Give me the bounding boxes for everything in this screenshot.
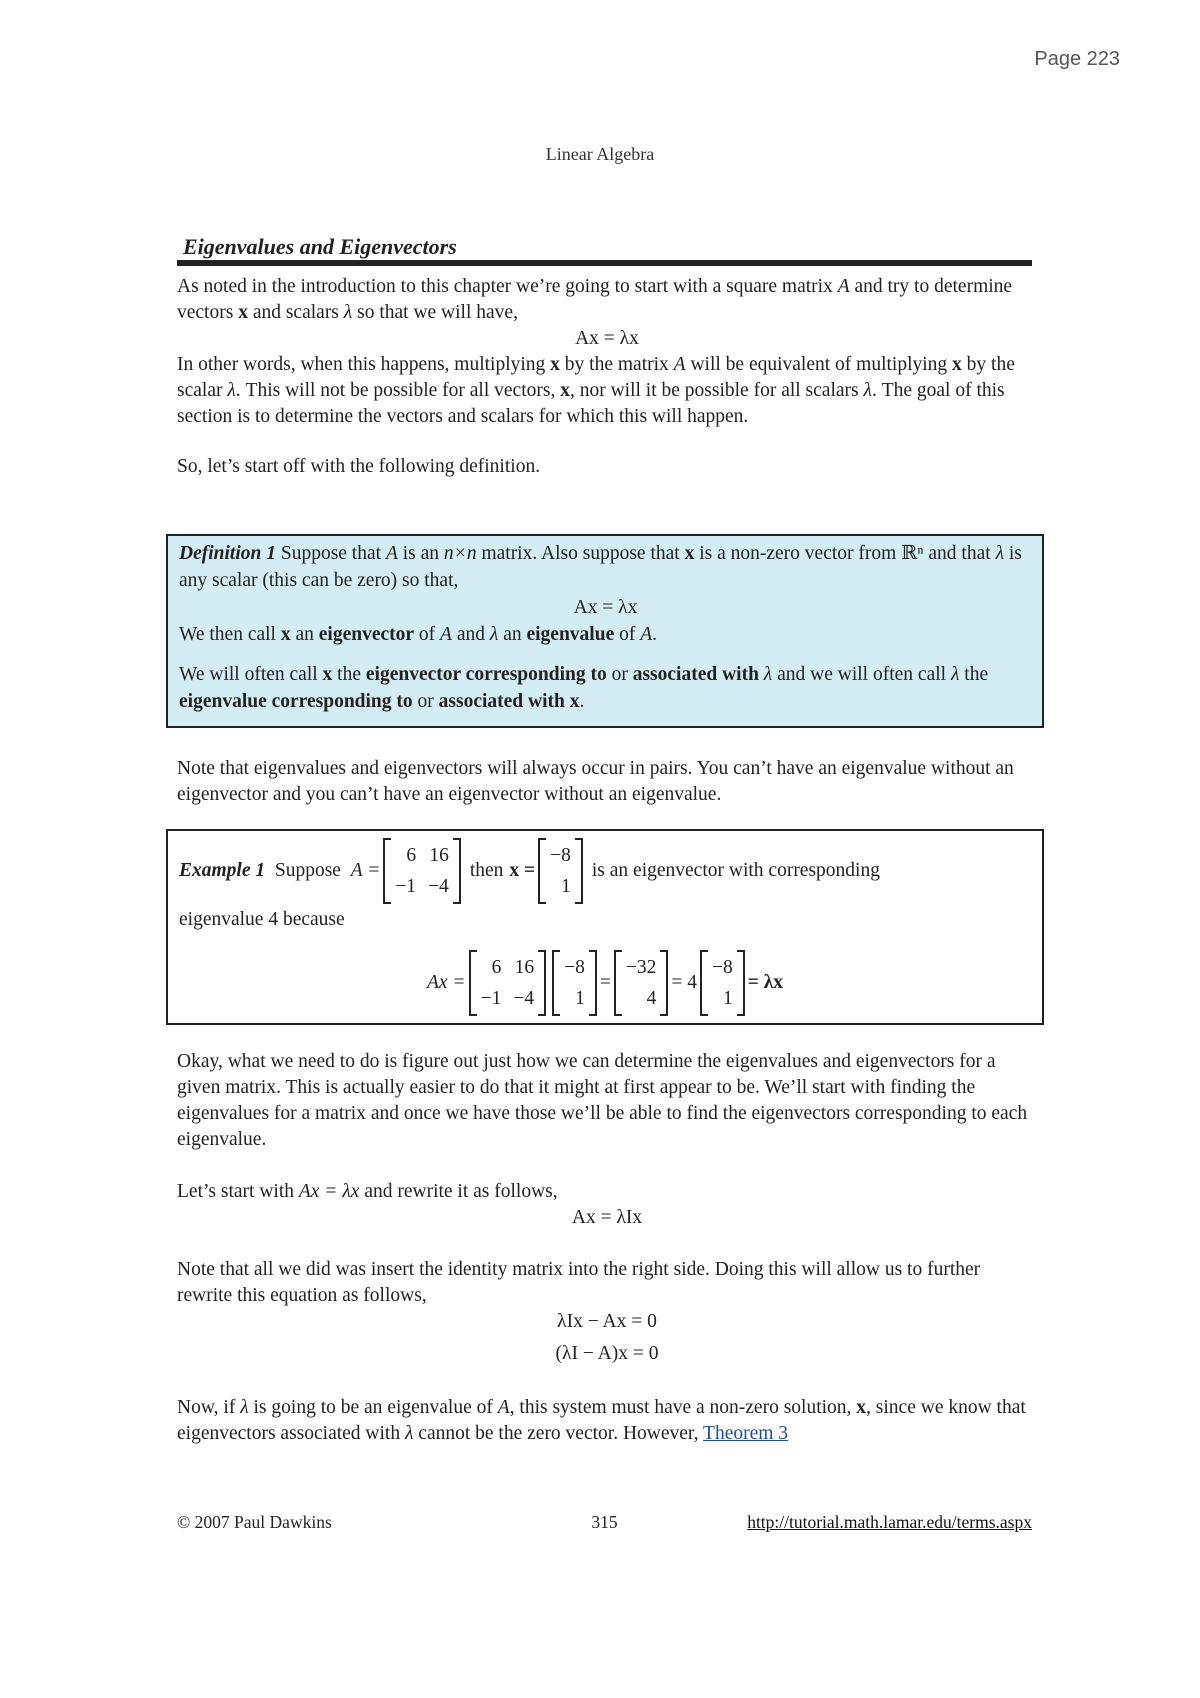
example-computation: Ax = 6 16 −1 −4 −8 1 = −32 4 = 4 −8 1 = λx (168, 947, 1042, 1019)
example-box (166, 829, 1044, 1025)
page-footer (177, 1512, 1032, 1538)
example-line-2: eigenvalue 4 because (179, 909, 345, 930)
body-paragraph-7: Now, if λ is going to be an eigenvalue of A, this system must have a non-zero solution, x, since we know that eigenvectors associated with λ cannot be the zero vector. However, Theorem 3 (177, 1397, 1026, 1444)
vector-x-repeat: −8 1 (552, 950, 597, 1016)
vector-x: −8 1 (538, 838, 583, 904)
definition-line-2: We then call x an eigenvector of A and λ an eigenvalue of A. (179, 624, 658, 645)
body-paragraph-4: Okay, what we need to do is figure out just how we can determine the eigenvalues and eigenvectors for a given matrix. This is actually easier to do that it might at first appear to be. We’ll start with finding the eigenvalues for a matrix and once we have those we’ll be able to find the eigenvectors corresponding to each eigenvalue. (177, 1051, 1028, 1150)
section-title: Eigenvalues and Eigenvectors (183, 234, 457, 259)
terms-link[interactable]: http://tutorial.math.lamar.edu/terms.aspx (747, 1512, 1032, 1532)
intro-block (177, 274, 1037, 480)
intro-paragraph-1: As noted in the introduction to this chapter we’re going to start with a square matrix A and try to determine vectors x and scalars λ so that we will have, (177, 276, 1013, 323)
equation-ax-lambda-ix: Ax = λIx (571, 1207, 643, 1228)
definition-equation: Ax = λx (573, 597, 638, 618)
note-pairs-paragraph: Note that eigenvalues and eigenvectors will always occur in pairs. You can’t have an eigenvalue without an eigenvector and you can’t have an eigenvector without an eigenvalue. (177, 758, 1014, 805)
matrix-a: 6 16 −1 −4 (383, 838, 461, 904)
equation-lambda-i-minus-a-x: (λI − A)x = 0 (555, 1343, 659, 1364)
definition-box (166, 534, 1044, 728)
body-block (177, 1049, 1037, 1447)
product-vector: −32 4 (614, 950, 669, 1016)
page-label: Page 223 (1034, 48, 1120, 70)
definition-label: Definition 1 (179, 543, 276, 564)
example-statement: Example 1 Suppose A = 6 16 −1 −4 then x = −8 1 is an eigenvector with corresponding (179, 836, 886, 906)
matrix-a-repeat: 6 16 −1 −4 (469, 950, 547, 1016)
vector-x-scaled: −8 1 (700, 950, 745, 1016)
copyright: © 2007 Paul Dawkins (177, 1512, 332, 1532)
intro-paragraph-2: In other words, when this happens, multiplying x by the matrix A will be equivalent of multiplying x by the scalar λ. This will not be possible for all vectors, x, nor will it be possible for all scalars λ. The goal of this section is to determine the vectors and scalars for which this will happen. (177, 354, 1015, 427)
intro-paragraph-3: So, let’s start off with the following definition. (177, 456, 541, 477)
theorem-3-link[interactable]: Theorem 3 (703, 1423, 789, 1444)
definition-line-3: We will often call x the eigenvector corresponding to or associated with λ and we will often call λ the eigenvalue corresponding to or associated with x. (179, 664, 989, 712)
body-paragraph-5: Let’s start with Ax = λx and rewrite it as follows, (177, 1181, 558, 1202)
running-title: Linear Algebra (545, 144, 655, 164)
body-paragraph-6: Note that all we did was insert the identity matrix into the right side. Doing this will allow us to further rewrite this equation as follows, (177, 1259, 981, 1306)
footer-page-number: 315 (591, 1512, 618, 1532)
title-rule (177, 260, 1032, 266)
equation-lambda-ix-minus-ax: λIx − Ax = 0 (557, 1311, 657, 1332)
note-pairs-block (177, 756, 1037, 808)
equation-ax-lambda-x: Ax = λx (575, 328, 639, 349)
example-label: Example 1 (179, 860, 266, 881)
definition-line-1: Definition 1 Suppose that A is an n×n matrix. Also suppose that x is a non-zero vector from ℝⁿ and that λ is any scalar (this can be zero) so that, (179, 543, 1022, 591)
